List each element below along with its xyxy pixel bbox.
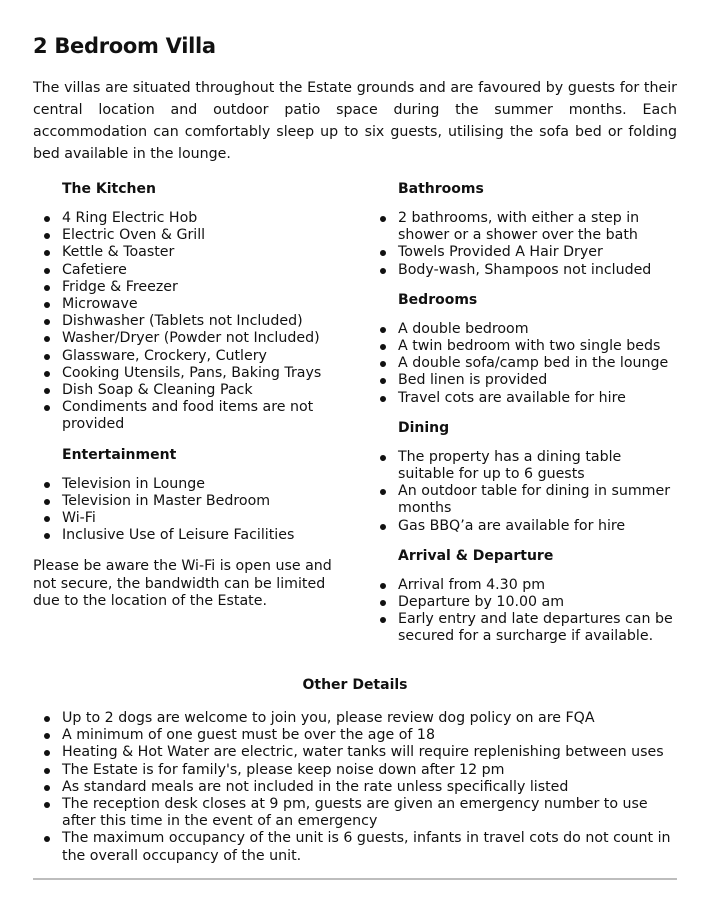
list-item: Dish Soap & Cleaning Pack <box>33 382 353 399</box>
list-item: The Estate is for family's, please keep noise down after 12 pm <box>33 762 677 779</box>
list-item: Television in Master Bedroom <box>33 493 353 510</box>
kitchen-heading: The Kitchen <box>62 181 156 197</box>
kitchen-list <box>33 210 353 434</box>
list-item: Wi-Fi <box>33 510 353 527</box>
list-item: Body-wash, Shampoos not included <box>369 262 677 279</box>
list-item: Electric Oven & Grill <box>33 227 353 244</box>
list-item: Glassware, Crockery, Cutlery <box>33 348 353 365</box>
list-item: A double bedroom <box>369 321 677 338</box>
list-item: Kettle & Toaster <box>33 244 353 261</box>
list-item: Towels Provided A Hair Dryer <box>369 244 677 261</box>
list-item: Gas BBQ’a are available for hire <box>369 518 677 535</box>
list-item: The property has a dining table suitable for up to 6 guests <box>369 449 677 483</box>
list-item: Cooking Utensils, Pans, Baking Trays <box>33 365 353 382</box>
list-item: A twin bedroom with two single beds <box>369 338 677 355</box>
right-column <box>369 178 677 646</box>
list-item: Condiments and food items are not provided <box>33 399 353 433</box>
wifi-note: Please be aware the Wi-Fi is open use and not secure, the bandwidth can be limited due to the location of the Estate. <box>33 558 332 610</box>
list-item: Fridge & Freezer <box>33 279 353 296</box>
bathrooms-heading: Bathrooms <box>398 181 484 197</box>
entertainment-heading: Entertainment <box>62 446 177 463</box>
page-title: 2 Bedroom Villa <box>33 34 216 58</box>
intro-paragraph: The villas are situated throughout the Estate grounds and are favoured by guests for their central location and outdoor patio space during the summer months. Each accommodation can comfortably sleep up to six guests, utilising the sofa bed or folding bed available in the lounge. <box>33 80 677 162</box>
list-item: Heating & Hot Water are electric, water tanks will require replenishing between uses <box>33 744 677 761</box>
list-item: Travel cots are available for hire <box>369 390 677 407</box>
other-details-list <box>33 710 677 865</box>
list-item: Bed linen is provided <box>369 372 677 389</box>
list-item: 4 Ring Electric Hob <box>33 210 353 227</box>
bathrooms-list <box>369 210 677 279</box>
entertainment-list <box>33 476 353 545</box>
list-item: Washer/Dryer (Powder not Included) <box>33 330 353 347</box>
list-item: Television in Lounge <box>33 476 353 493</box>
list-item: Departure by 10.00 am <box>369 594 677 611</box>
left-column <box>33 178 353 611</box>
dining-list <box>369 449 677 535</box>
list-item: Cafetiere <box>33 262 353 279</box>
list-item: Early entry and late departures can be secured for a surcharge if available. <box>369 611 677 645</box>
list-item: Arrival from 4.30 pm <box>369 577 677 594</box>
list-item: The reception desk closes at 9 pm, guests are given an emergency number to use after this time in the event of an emergency <box>33 796 677 830</box>
list-item: Microwave <box>33 296 353 313</box>
list-item: A minimum of one guest must be over the age of 18 <box>33 727 677 744</box>
list-item: A double sofa/camp bed in the lounge <box>369 355 677 372</box>
list-item: The maximum occupancy of the unit is 6 guests, infants in travel cots do not count in the overall occupancy of the unit. <box>33 830 677 864</box>
list-item: As standard meals are not included in the rate unless specifically listed <box>33 779 677 796</box>
list-item: Inclusive Use of Leisure Facilities <box>33 527 353 544</box>
list-item: 2 bathrooms, with either a step in shower or a shower over the bath <box>369 210 677 244</box>
other-details-heading: Other Details <box>302 677 408 693</box>
arrival-heading: Arrival & Departure <box>398 547 554 564</box>
dining-heading: Dining <box>398 419 450 436</box>
bedrooms-list <box>369 321 677 407</box>
bedrooms-heading: Bedrooms <box>398 291 478 308</box>
list-item: Up to 2 dogs are welcome to join you, please review dog policy on are FQA <box>33 710 677 727</box>
bottom-divider <box>33 878 677 880</box>
list-item: Dishwasher (Tablets not Included) <box>33 313 353 330</box>
arrival-list <box>369 577 677 646</box>
list-item: An outdoor table for dining in summer months <box>369 483 677 517</box>
